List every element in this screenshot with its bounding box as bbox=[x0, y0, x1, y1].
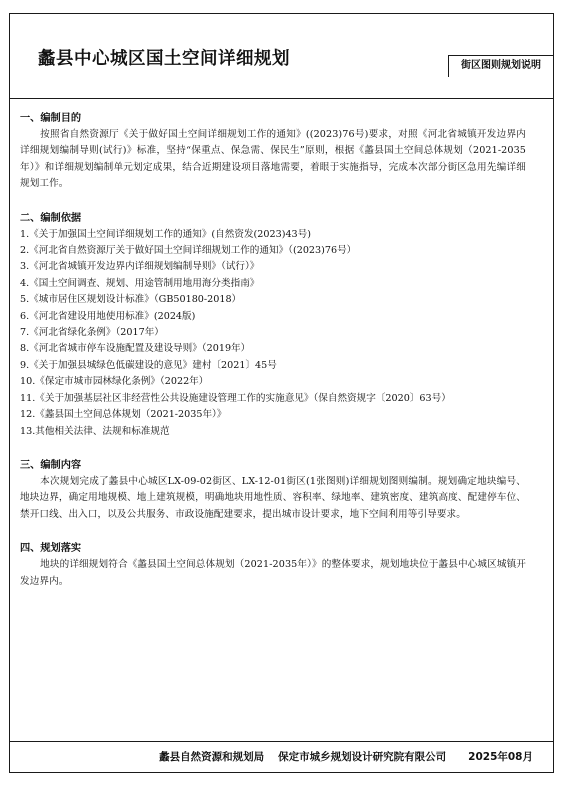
section-paragraph-implementation: 地块的详细规划符合《蠡县国土空间总体规划（2021-2035年）》的整体要求，规划地块位于蠡县中心城区城镇开发边界内。 bbox=[20, 559, 526, 587]
basis-list bbox=[20, 227, 526, 440]
list-item: 5.《城市居住区规划设计标准》（GB50180-2018） bbox=[20, 294, 242, 306]
list-item: 6.《河北省建设用地使用标准》(2024版) bbox=[20, 310, 196, 322]
section-heading-basis: 二、编制依据 bbox=[20, 212, 82, 224]
list-item: 12.《蠡县国土空间总体规划（2021-2035年）》 bbox=[20, 409, 227, 421]
list-item: 7.《河北省绿化条例》（2017年） bbox=[20, 327, 164, 339]
list-item: 9.《关于加强县城绿色低碳建设的意见》建村〔2021〕45号 bbox=[20, 359, 277, 371]
document-type-label: 街区图则规划说明 bbox=[448, 55, 553, 77]
footer-org-institute: 保定市城乡规划设计研究院有限公司 bbox=[278, 751, 447, 763]
footer-org-bureau: 蠡县自然资源和规划局 bbox=[159, 751, 265, 763]
document-body bbox=[20, 95, 526, 590]
list-item: 13.其他相关法律、法规和标准规范 bbox=[20, 425, 170, 437]
list-item: 3.《河北省城镇开发边界内详细规划编制导则》（试行）》 bbox=[20, 261, 260, 273]
section-heading-purpose: 一、编制目的 bbox=[20, 113, 82, 124]
section-paragraph-purpose: 按照省自然资源厅《关于做好国土空间详细规划工作的通知》((2023)76号)要求，对照《河北省城镇开发边界内详细规划编制导则(试行)》标准，坚持“保重点、保急需、保民生”原则，根据《蠡县国土空间总体规划（2021-2035年）》和详细规划编制单元划定成果，结合近期建设项目落地需要，着眼于实施指导，完成本次部分街区急用先编详细规划工作。 bbox=[20, 129, 526, 190]
list-item: 8.《河北省城市停车设施配置及建设导则》（2019年） bbox=[20, 343, 251, 355]
footer-date: 2025年08月 bbox=[468, 751, 533, 763]
list-item: 2.《河北省自然资源厅关于做好国土空间详细规划工作的通知》（(2023)76号） bbox=[20, 245, 357, 257]
section-heading-implementation: 四、规划落实 bbox=[20, 543, 82, 555]
section-paragraph-content: 本次规划完成了蠡县中心城区LX-09-02街区、LX-12-01街区(1张图则)详细规划图则编制。规划确定地块编号、地块边界，确定用地规模、地上建筑规模，明确地块用地性质、容积率、绿地率、建筑密度、建筑高度、配建停车位、禁开口线、出入口，以及公共服务、市政设施配建要求，提出城市设计要求，地下空间利用等引导要求。 bbox=[20, 475, 526, 520]
section-heading-content: 三、编制内容 bbox=[20, 459, 82, 471]
list-item: 4.《国土空间调查、规划、用途管制用地用海分类指南》 bbox=[20, 277, 260, 289]
header-band bbox=[10, 14, 553, 99]
footer-band bbox=[10, 741, 553, 772]
footer-credits bbox=[159, 749, 533, 764]
list-item: 11.《关于加强基层社区非经营性公共设施建设管理工作的实施意见》（保自然资规字〔2020〕63号） bbox=[20, 392, 451, 404]
list-item: 10.《保定市城市园林绿化条例》（2022年） bbox=[20, 376, 209, 388]
document-title: 蠡县中心城区国土空间详细规划 bbox=[38, 49, 290, 69]
list-item: 1.《关于加强国土空间详细规划工作的通知》(自然资发(2023)43号) bbox=[20, 228, 311, 240]
